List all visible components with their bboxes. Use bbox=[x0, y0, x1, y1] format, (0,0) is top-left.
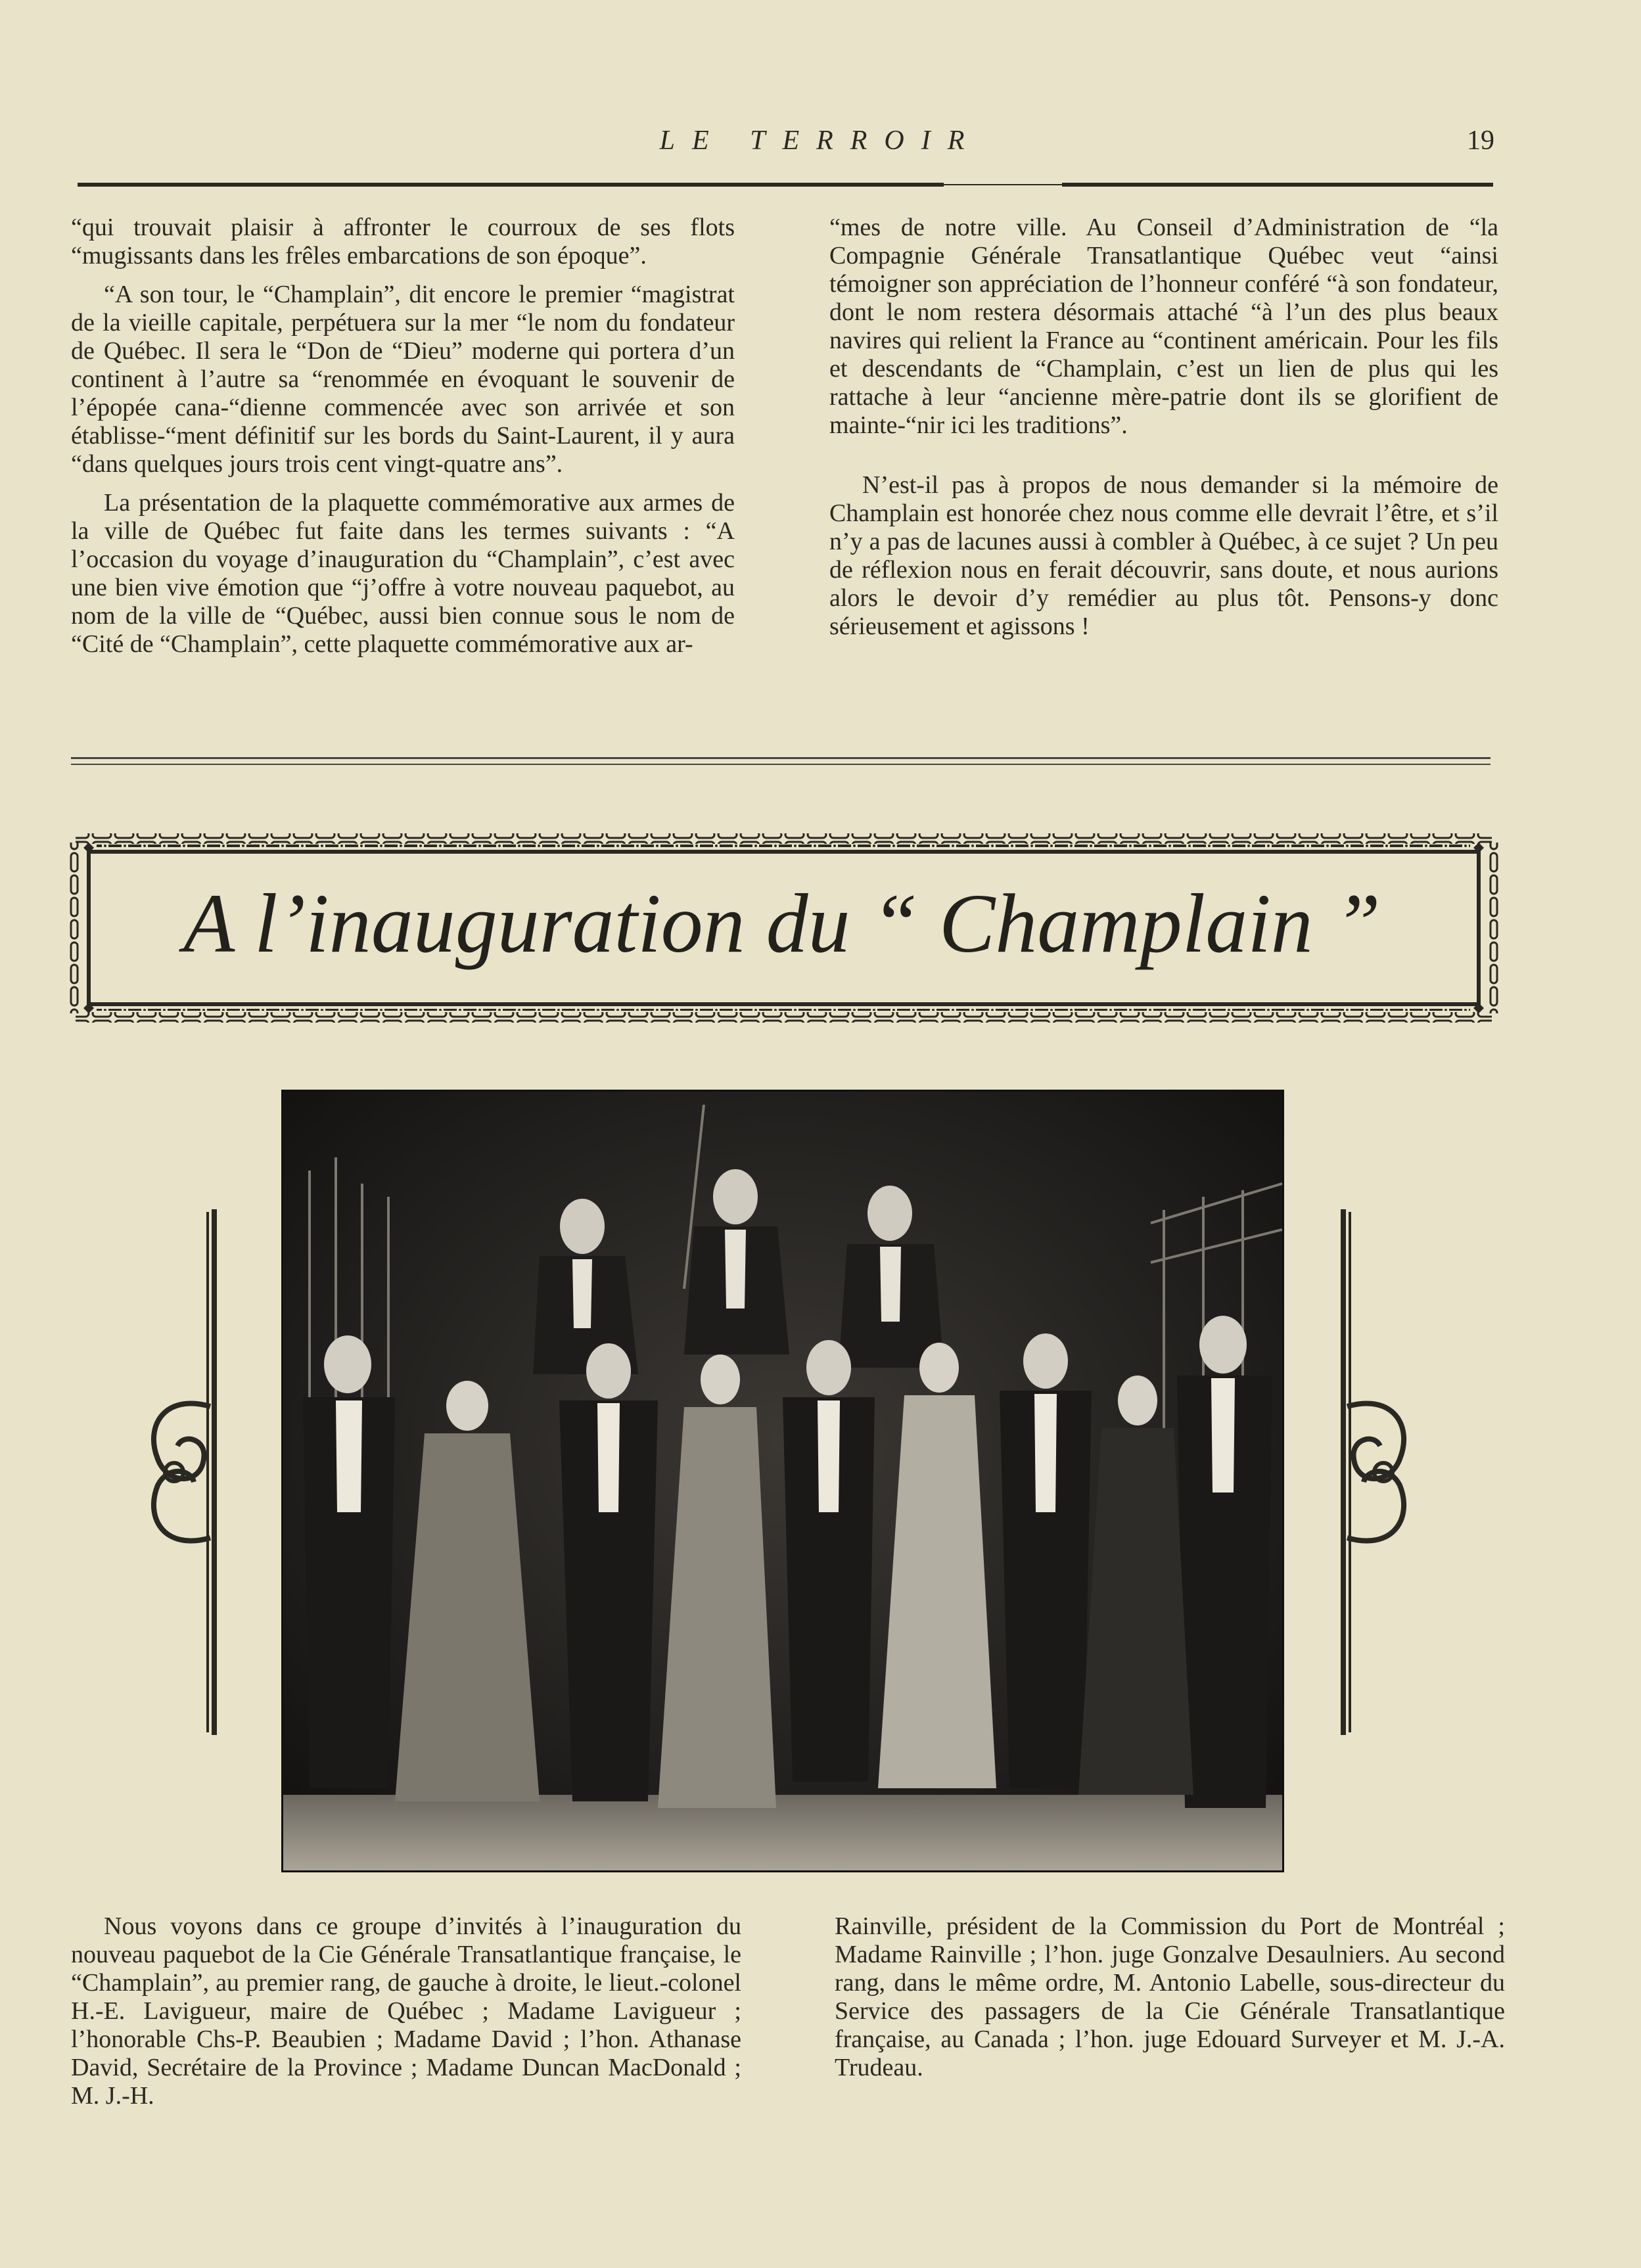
section-divider bbox=[71, 757, 1491, 759]
caption-paragraph: Rainville, président de la Commission du Port de Montréal ; Madame Rainville ; l’hon. juge Gonzalve Desaulniers. Au second rang, dans le même ordre, M. Antonio Labelle, sous-directeur du Service des passagers de la Cie Générale Transatlantique française, au Canada ; l’hon. juge Edouard Surveyer et M. J.-A. Trudeau. bbox=[835, 1912, 1505, 2081]
photo-caption-left bbox=[71, 1912, 741, 2121]
photo-caption-right bbox=[835, 1912, 1505, 2093]
paragraph: “A son tour, le “Champlain”, dit encore le premier “magistrat de la vieille capitale, perpétuera sur la mer “le nom du fondateur de Québec. Il sera le “Don de “Dieu” moderne qui portera d’un continent à l’autre sa “renommée en évoquant le souvenir de l’épopée cana-“dienne commencée avec son arrivée et son établisse-“ment définitif sur les bords du Saint-Laurent, il y aura “dans quelques jours trois cent vingt-quatre ans”. bbox=[71, 281, 735, 478]
section-title: A l’inauguration du “ Champlain ” bbox=[183, 877, 1381, 970]
scroll-ornament-left bbox=[138, 1209, 217, 1735]
running-title: LE TERROIR bbox=[659, 126, 982, 156]
paragraph: “qui trouvait plaisir à affronter le courroux de ses flots “mugissants dans les frêles embarcations de son époque”. bbox=[71, 214, 735, 269]
page-number: 19 bbox=[1467, 126, 1494, 156]
paragraph: “mes de notre ville. Au Conseil d’Administration de “la Compagnie Générale Transatlantique Québec veut “ainsi témoigner son appréciation de l’honneur conféré “à son fondateur, dont le nom restera désormais attaché “à l’un des plus beaux navires qui relient la France au “continent américain. Pour les fils et descendants de “Champlain, c’est un lien de plus qui les rattache à leur “ancienne mère-patrie dont ils se glorifient de mainte-“nir ici les traditions”. bbox=[829, 214, 1498, 439]
header-rule bbox=[78, 183, 1493, 187]
scroll-ornament-right bbox=[1341, 1209, 1420, 1735]
text-column-left-top bbox=[71, 214, 735, 669]
section-divider bbox=[71, 764, 1491, 765]
paragraph: La présentation de la plaquette commémorative aux armes de la ville de Québec fut faite dans les termes suivants : “A l’occasion du voyage d’inauguration du “Champlain”, c’est avec une bien vive émotion que “j’offre à votre nouveau paquebot, au nom de la ville de “Québec, aussi bien connue sous le nom de “Cité de “Champlain”, cette plaquette commémorative aux ar- bbox=[71, 489, 735, 658]
group-photograph bbox=[281, 1090, 1284, 1872]
paragraph: N’est-il pas à propos de nous demander si la mémoire de Champlain est honorée chez nous comme elle devrait l’être, et s’il n’y a pas de lacunes aussi à combler à Québec, à ce sujet ? Un peu de réflexion nous en ferait découvrir, sans doute, et nous aurions alors le devoir d’y remédier au plus tôt. Pensons-y donc sérieusement et agissons ! bbox=[829, 471, 1498, 640]
text-column-right-top bbox=[829, 214, 1498, 651]
caption-paragraph: Nous voyons dans ce groupe d’invités à l’inauguration du nouveau paquebot de la Cie Générale Transatlantique française, le “Champlain”, au premier rang, de gauche à droite, le lieut.-colonel H.-E. Lavigueur, maire de Québec ; Madame Lavigueur ; l’honorable Chs-P. Beaubien ; Madame David ; l’hon. Athanase David, Secrétaire de la Province ; Madame Duncan MacDonald ; M. J.-H. bbox=[71, 1912, 741, 2110]
header-rule-ornament bbox=[944, 184, 1062, 185]
